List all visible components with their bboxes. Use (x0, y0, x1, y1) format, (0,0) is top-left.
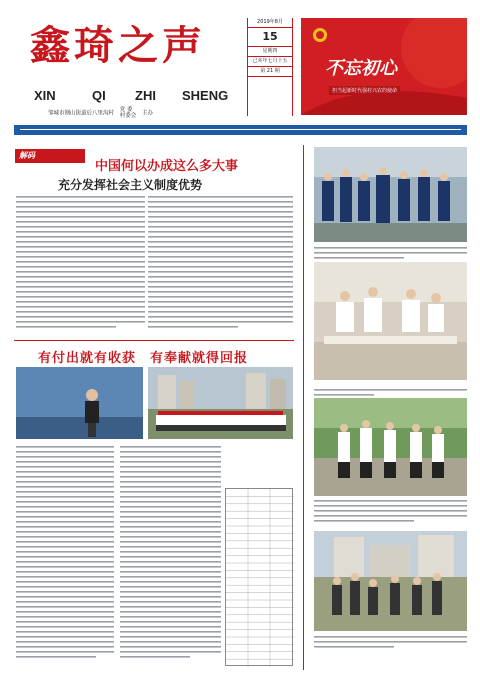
masthead-pinyin-3: ZHI (135, 88, 156, 103)
caption-3 (314, 499, 467, 527)
photo-meeting (314, 262, 467, 380)
issue-lunar: 己亥年七月十五 (248, 57, 292, 67)
masthead-pinyin-4: SHENG (182, 88, 229, 103)
article2-title: 有付出就有收获 有奉献就得回报 (38, 351, 249, 366)
photo-police-group (314, 147, 467, 242)
photo-meeting-image (314, 262, 467, 380)
sponsor-suffix: 主办 (142, 110, 154, 117)
issue-weekday: 星期四 (248, 47, 292, 57)
caption-lines (314, 499, 467, 527)
sponsor-line (48, 107, 153, 119)
donor-table-grid (226, 489, 294, 667)
text-lines (16, 446, 221, 668)
donor-table (225, 488, 293, 666)
masthead-title: 鑫琦之声 (30, 22, 206, 69)
issue-meta-box (247, 18, 293, 116)
article1-title: 充分发挥社会主义制度优势 (58, 178, 203, 192)
caption-2 (314, 383, 467, 393)
caption-4 (314, 634, 467, 648)
photo-crowd (148, 367, 293, 439)
issue-number: 第 21 期 (248, 67, 292, 77)
caption-1 (314, 245, 467, 259)
caption-lines (314, 388, 467, 398)
banner-slogan: 不忘初心 (325, 58, 397, 79)
article1-kicker: 中国何以办成这么多大事 (95, 159, 239, 174)
photo-police-group-image (314, 147, 467, 242)
photo-crowd-image (148, 367, 293, 439)
sponsor-prefix: 邹城市钢山街道后八里沟村 (48, 110, 115, 117)
section-divider (14, 340, 294, 341)
issue-day: 15 (248, 28, 292, 47)
photo-speaker-image (16, 367, 143, 439)
photo-site-inspection (314, 531, 467, 631)
photo-speaker (16, 367, 143, 439)
header-banner (301, 18, 467, 115)
photo-outdoor-visit-image (314, 398, 467, 496)
article1-column-2 (148, 196, 293, 336)
section-tag: 解码 (15, 149, 85, 163)
banner-subtitle: 担当起新时代强村兴农的使命 (329, 86, 400, 95)
party-emblem-icon (313, 28, 327, 42)
issue-date: 2019年8月 (248, 18, 292, 28)
column-separator (303, 145, 304, 670)
text-lines (148, 196, 293, 336)
photo-site-inspection-image (314, 531, 467, 631)
article1-column-1 (16, 196, 145, 336)
photo-outdoor-visit (314, 398, 467, 496)
village-committee: 村委会 (119, 113, 137, 119)
info-bar (14, 125, 467, 135)
masthead-pinyin-1: XIN (34, 88, 56, 103)
caption-lines (314, 635, 467, 649)
caption-lines (314, 246, 467, 260)
masthead-pinyin-2: QI (92, 88, 106, 103)
article2-text (16, 446, 221, 668)
text-lines (16, 196, 145, 336)
party-committee: 党 委 (119, 107, 133, 113)
